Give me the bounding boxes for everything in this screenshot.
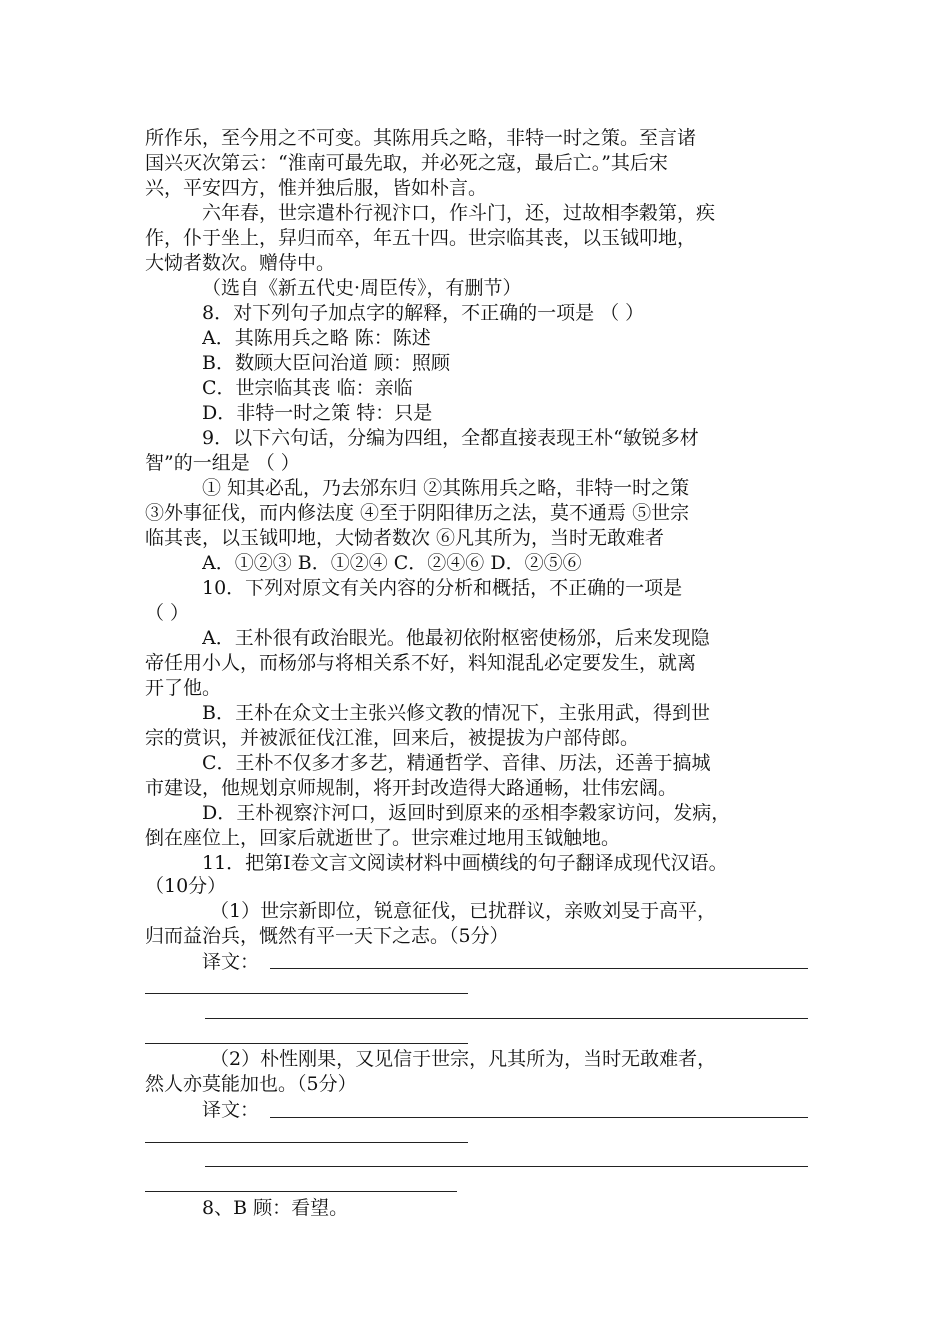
q9-items: ③外事征伐，而内修法度 ④至于阴阳律历之法，莫不通焉 ⑤世宗 — [145, 502, 690, 524]
q11-stem: （10分） — [145, 875, 227, 897]
passage-line: 作，仆于坐上，舁归而卒，年五十四。世宗临其丧，以玉钺叩地， — [145, 227, 697, 249]
q8-option-c: C．世宗临其丧 临：亲临 — [202, 377, 413, 399]
q8-option-d: D．非特一时之策 特：只是 — [202, 402, 433, 424]
passage-line: 兴，平安四方，惟并独后服，皆如朴言。 — [145, 177, 488, 199]
answer-line[interactable] — [205, 1018, 808, 1019]
q10-option-c: C．王朴不仅多才多艺，精通哲学、音律、历法，还善于搞城 — [202, 752, 711, 774]
q11-sentence-2: 然人亦莫能加也。（5分） — [145, 1073, 357, 1095]
translation-label: 译文： — [202, 951, 260, 973]
passage-source: （选自《新五代史·周臣传》，有删节） — [202, 277, 522, 299]
q11-sentence-2: （2）朴性刚果，又见信于世宗，凡其所为，当时无敢难者， — [210, 1048, 717, 1070]
q11-sentence-1: 归而益治兵，慨然有平一天下之志。（5分） — [145, 925, 509, 947]
answer-line[interactable] — [270, 968, 808, 969]
q9-items: ① 知其必乱，乃去邠东归 ②其陈用兵之略，非特一时之策 — [202, 477, 690, 499]
q10-option-d: 倒在座位上，回家后就逝世了。世宗难过地用玉钺触地。 — [145, 827, 621, 849]
q9-stem: 9．以下六句话，分编为四组，全都直接表现王朴“敏锐多材 — [202, 427, 699, 449]
passage-line: 六年春，世宗遣朴行视汴口，作斗门，还，过故相李穀第，疾 — [202, 202, 716, 224]
passage-line: 大恸者数次。赠侍中。 — [145, 252, 336, 274]
q10-option-a: A．王朴很有政治眼光。他最初依附枢密使杨邠，后来发现隐 — [202, 627, 710, 649]
passage-line: 所作乐，至今用之不可变。其陈用兵之略，非特一时之策。至言诸 — [145, 127, 697, 149]
q10-option-b: B．王朴在众文士主张兴修文教的情况下，主张用武，得到世 — [202, 702, 710, 724]
q8-stem: 8．对下列句子加点字的解释，不正确的一项是 （ ） — [202, 302, 645, 324]
answer-line[interactable] — [145, 1043, 468, 1044]
q8-option-b: B．数顾大臣问治道 顾：照顾 — [202, 352, 451, 374]
q10-stem: 10．下列对原文有关内容的分析和概括，不正确的一项是 — [202, 577, 683, 599]
answer-line[interactable] — [205, 1166, 808, 1167]
q11-stem: 11．把第Ⅰ卷文言文阅读材料中画横线的句子翻译成现代汉语。 — [202, 852, 728, 874]
q10-option-a: 开了他。 — [145, 677, 222, 699]
q10-option-a: 帝任用小人，而杨邠与将相关系不好，料知混乱必定要发生，就离 — [145, 652, 697, 674]
passage-line: 国兴灭次第云：“淮南可最先取，并必死之寇，最后亡。”其后宋 — [145, 152, 668, 174]
q9-stem: 智”的一组是 （ ） — [145, 452, 300, 474]
q8-option-a: A．其陈用兵之略 陈：陈述 — [202, 327, 431, 349]
translation-label: 译文： — [202, 1099, 260, 1121]
answer-key: 8、B 顾：看望。 — [202, 1197, 349, 1219]
q10-option-c: 市建设，他规划京师规制，将开封改造得大路通畅，壮伟宏阔。 — [145, 777, 678, 799]
q9-items: 临其丧，以玉钺叩地，大恸者数次 ⑥凡其所为，当时无敢难者 — [145, 527, 665, 549]
q11-sentence-1: （1）世宗新即位，锐意征伐，已扰群议，亲败刘旻于高平， — [210, 900, 717, 922]
q9-options: A．①②③ B．①②④ C．②④⑥ D．②⑤⑥ — [202, 552, 582, 574]
answer-line[interactable] — [270, 1117, 808, 1118]
q10-option-d: D．王朴视察汴河口，返回时到原来的丞相李穀家访问，发病， — [202, 802, 731, 824]
answer-line[interactable] — [145, 1142, 468, 1143]
answer-line[interactable] — [145, 1191, 457, 1192]
q10-stem: （ ） — [145, 602, 190, 624]
q10-option-b: 宗的赏识，并被派征伐江淮，回来后，被提拔为户部侍郎。 — [145, 727, 640, 749]
answer-line[interactable] — [145, 993, 468, 994]
